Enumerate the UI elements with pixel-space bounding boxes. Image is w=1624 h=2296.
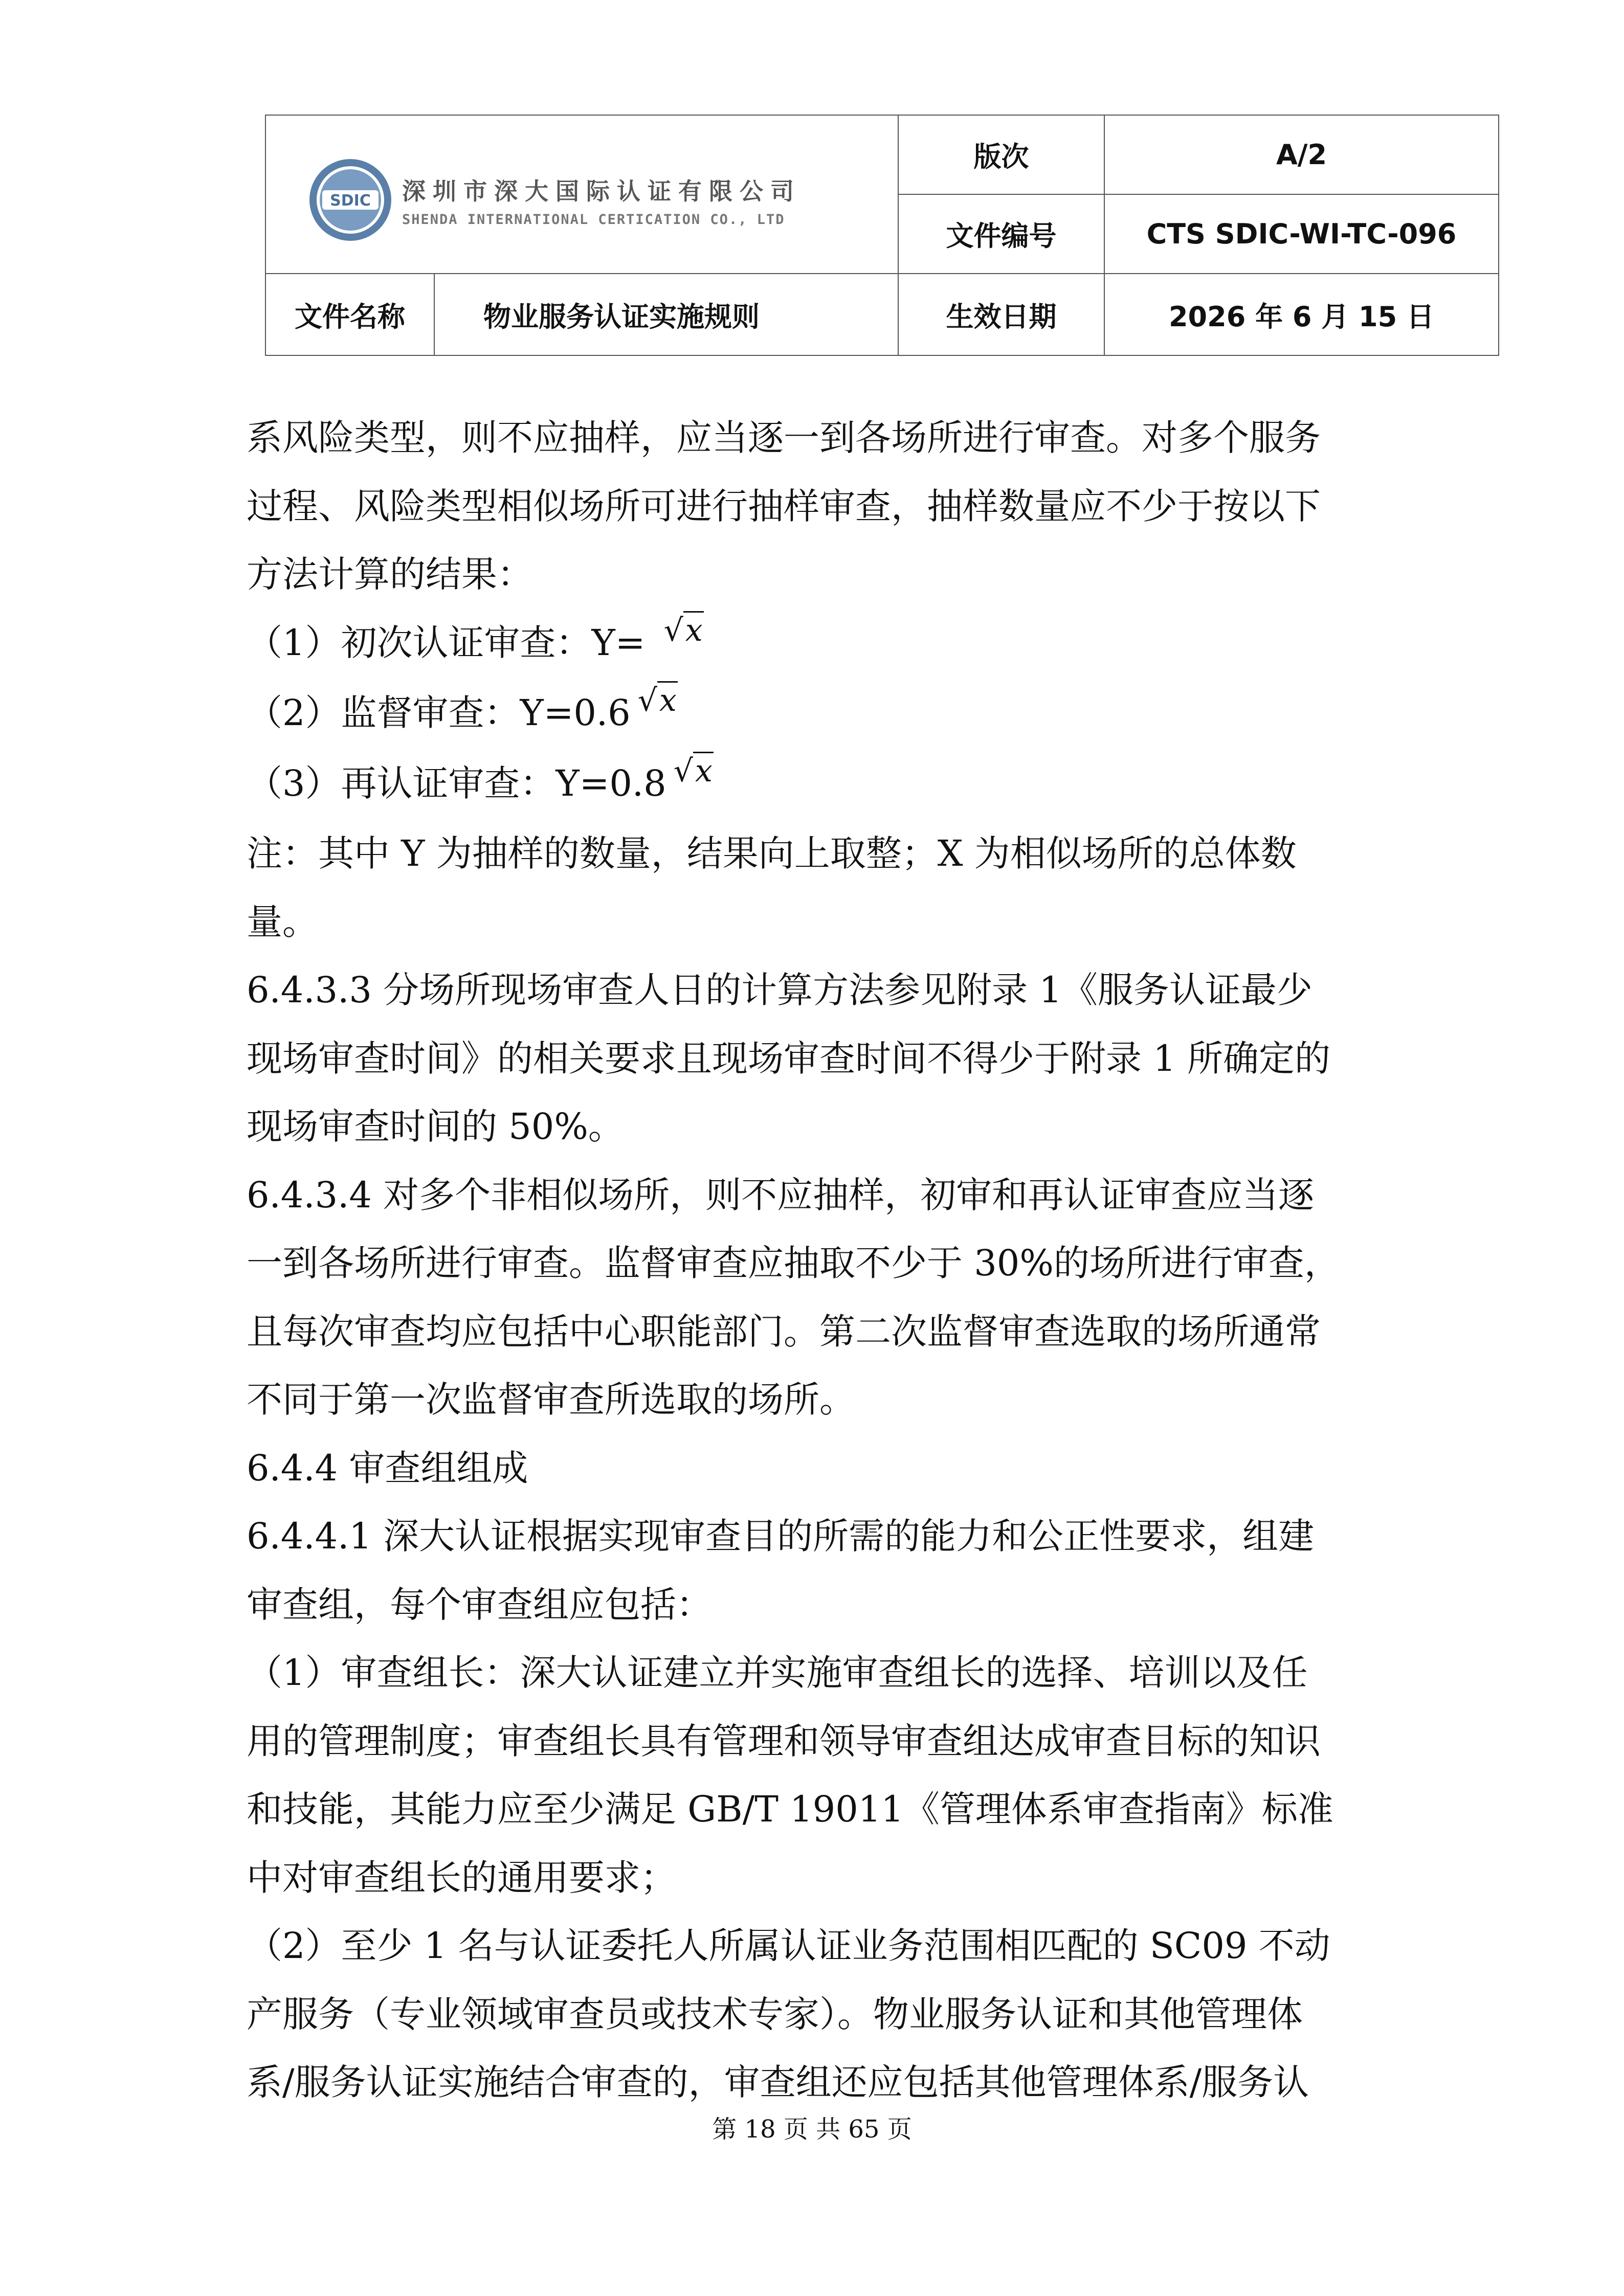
version-label: 版次 [898,115,1104,194]
document-number-label: 文件编号 [898,194,1104,274]
effective-date-value: 2026 年 6 月 15 日 [1104,274,1499,355]
text-line: 系风险类型，则不应抽样，应当逐一到各场所进行审查。对多个服务 [247,417,1321,459]
document-number-value: CTS SDIC-WI-TC-096 [1104,194,1499,274]
text-line: （1）审查组长：深大认证建立并实施审查组长的选择、培训以及任 [247,1652,1308,1694]
formula-surveillance: （2）监督审查：Y=0.6 √x [247,679,1403,750]
text-line: 不同于第一次监督审查所选取的场所。 [247,1379,855,1421]
document-body [247,404,1403,2117]
text-line: 现场审查时间》的相关要求且现场审查时间不得少于附录 1 所确定的 [247,1037,1331,1079]
sqrt-formula: √x [664,613,704,648]
company-logo [307,156,801,243]
formula-initial-certification: （1）初次认证审查：Y= √x [247,609,1403,680]
text-line: 一到各场所进行审查。监督审查应抽取不少于 30%的场所进行审查， [247,1242,1340,1284]
text-line: 6.4.3.4 对多个非相似场所，则不应抽样，初审和再认证审查应当逐 [247,1174,1315,1216]
page-number: 第 18 页 共 65 页 [712,2115,912,2144]
formula-recertification: （3）再认证审查：Y=0.8 √x [247,750,1403,820]
company-seal-icon [307,156,394,243]
sqrt-formula: √x [674,753,714,789]
document-header-table [265,115,1499,356]
text-line: 系/服务认证实施结合审查的，审查组还应包括其他管理体系/服务认 [247,2061,1309,2103]
document-name-label: 文件名称 [265,274,434,355]
text-line: 6.4.3.3 分场所现场审查人日的计算方法参见附录 1《服务认证最少 [247,969,1312,1011]
sqrt-formula: √x [638,683,678,718]
version-value: A/2 [1104,115,1499,194]
text-line: 中对审查组长的通用要求； [247,1856,676,1899]
document-name-value: 物业服务认证实施规则 [434,274,898,355]
text-line: 过程、风险类型相似场所可进行抽样审查，抽样数量应不少于按以下 [247,485,1321,527]
text-line: 且每次审查均应包括中心职能部门。第二次监督审查选取的场所通常 [247,1310,1321,1353]
text-line: 现场审查时间的 50%。 [247,1106,624,1147]
text-line: 用的管理制度；审查组长具有管理和领导审查组达成审查目标的知识 [247,1720,1321,1762]
text-line: （2）至少 1 名与认证委托人所属认证业务范围相匹配的 SC09 不动 [247,1925,1330,1967]
text-line: 6.4.4.1 深大认证根据实现审查目的所需的能力和公正性要求，组建 [247,1515,1315,1557]
effective-date-label: 生效日期 [898,274,1104,355]
text-line: 方法计算的结果： [247,553,533,595]
text-line: 量。 [247,901,318,943]
section-heading: 6.4.4 审查组组成 [247,1447,528,1489]
svg-text:SDIC: SDIC [330,192,371,210]
text-line: 产服务（专业领域审查员或技术专家）。物业服务认证和其他管理体 [247,1993,1303,2035]
company-logo-cell [265,115,898,274]
text-line: 审查组，每个审查组应包括： [247,1583,712,1626]
text-line: 注：其中 Y 为抽样的数量，结果向上取整；X 为相似场所的总体数 [247,832,1297,874]
text-line: 和技能，其能力应至少满足 GB/T 19011《管理体系审查指南》标准 [247,1788,1333,1830]
company-name-en: SHENDA INTERNATIONAL CERTICATION CO., LTD [402,211,785,228]
company-name-cn: 深圳市深大国际认证有限公司 [402,177,801,205]
